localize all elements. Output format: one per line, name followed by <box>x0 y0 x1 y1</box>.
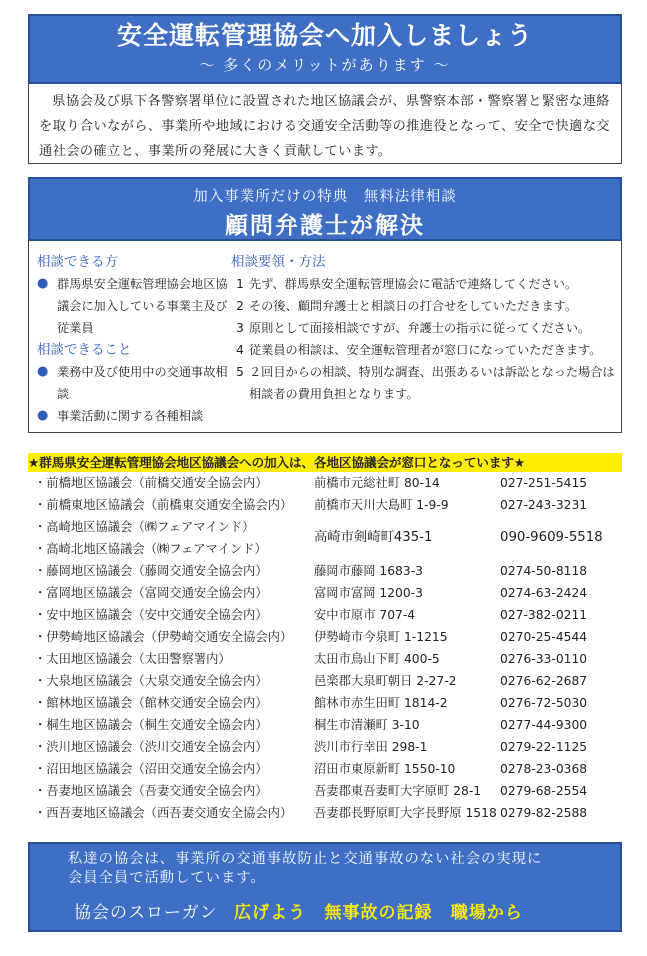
council-phone: 0276-72-5030 <box>500 696 588 710</box>
main-subtitle: ～ 多くのメリットがあります ～ <box>199 56 451 74</box>
method-text: 先ず、群馬県安全運転管理協会に電話で連絡してください。 <box>249 277 578 291</box>
what-item <box>37 361 229 405</box>
council-address: 高崎市剣崎町435-1 <box>314 530 433 545</box>
council-name: ・太田地区協議会（太田警察署内） <box>34 652 231 666</box>
takasaki-shared-contact <box>28 527 622 549</box>
council-address: 太田市鳥山下町 400-5 <box>314 652 440 666</box>
table-row <box>28 758 622 780</box>
council-address: 富岡市富岡 1200-3 <box>314 586 423 600</box>
council-name: ・富岡地区協議会（富岡交通安全協会内） <box>34 586 268 600</box>
council-address: 吾妻郡東吾妻町大字原町 28-1 <box>314 784 482 798</box>
council-address: 藤岡市藤岡 1683-3 <box>314 564 423 578</box>
method-item <box>231 361 621 405</box>
table-row <box>28 692 622 714</box>
table-row <box>28 780 622 802</box>
table-row <box>28 670 622 692</box>
council-name: ・桐生地区協議会（桐生交通安全協会内） <box>34 718 268 732</box>
bullet-icon: ● <box>37 276 49 291</box>
table-row <box>28 714 622 736</box>
what-heading: 相談できること <box>37 342 132 358</box>
council-name: ・大泉地区協議会（大泉交通安全協会内） <box>34 674 268 688</box>
slogan-part: 無事故の記録 <box>324 903 433 923</box>
council-phone: 0276-62-2687 <box>500 674 588 688</box>
council-name: ・沼田地区協議会（沼田交通安全協会内） <box>34 762 268 776</box>
council-address: 桐生市清瀬町 3-10 <box>314 718 420 732</box>
legal-header <box>28 177 622 241</box>
council-name: ・安中地区協議会（安中交通安全協会内） <box>34 608 268 622</box>
council-phone: 0279-82-2588 <box>500 806 588 820</box>
slogan-label: 協会のスローガン <box>74 903 218 923</box>
council-address: 前橋市天川大島町 1-9-9 <box>314 498 449 512</box>
council-name: ・吾妻地区協議会（吾妻交通安全協会内） <box>34 784 268 798</box>
bullet-icon: ● <box>37 408 49 423</box>
table-row <box>28 604 622 626</box>
council-name: ・西吾妻地区協議会（西吾妻交通安全協会内） <box>34 806 293 820</box>
main-header <box>28 14 622 84</box>
council-phone: 0274-50-8118 <box>500 564 588 578</box>
main-title: 安全運転管理協会へ加入しましょう <box>116 21 533 50</box>
method-item <box>231 273 621 295</box>
what-item-text: 業務中及び使用中の交通事故相談 <box>57 365 228 401</box>
footer-message <box>68 850 542 888</box>
table-row <box>28 560 622 582</box>
what-item <box>37 405 229 427</box>
method-item <box>231 339 621 361</box>
method-item <box>231 317 621 339</box>
council-phone: 0278-23-0368 <box>500 762 588 776</box>
method-number: 5 <box>236 365 244 379</box>
table-row <box>28 472 622 494</box>
council-address: 安中市原市 707-4 <box>314 608 416 622</box>
council-address: 館林市赤生田町 1814-2 <box>314 696 448 710</box>
legal-body <box>28 241 622 433</box>
council-phone: 0274-63-2424 <box>500 586 588 600</box>
method-number: 1 <box>236 277 244 291</box>
method-text: その後、顧問弁護士と相談日の打合せをしていただきます。 <box>249 299 578 313</box>
council-name: ・前橋地区協議会（前橋交通安全協会内） <box>34 476 268 490</box>
legal-left-column <box>37 251 229 427</box>
council-phone: 027-382-0211 <box>500 608 588 622</box>
legal-right-column <box>231 251 621 405</box>
slogan-part: 広げよう <box>234 903 307 923</box>
council-name: ・渋川地区協議会（渋川交通安全協会内） <box>34 740 268 754</box>
footer <box>28 842 622 932</box>
bullet-icon: ● <box>37 364 49 379</box>
who-item <box>37 273 229 339</box>
legal-title: 顧問弁護士が解決 <box>225 213 425 239</box>
method-heading: 相談要領・方法 <box>231 254 326 270</box>
council-phone: 090-9609-5518 <box>500 530 603 545</box>
council-address: 前橋市元総社町 80-14 <box>314 476 440 490</box>
council-name: ・藤岡地区協議会（藤岡交通安全協会内） <box>34 564 268 578</box>
table-row <box>28 626 622 648</box>
council-name: ・高崎北地区協議会（㈱フェアマインド） <box>34 542 267 556</box>
slogan <box>74 898 523 923</box>
method-number: 4 <box>236 343 244 357</box>
council-phone: 0279-22-1125 <box>500 740 588 754</box>
council-name: ・館林地区協議会（館林交通安全協会内） <box>34 696 268 710</box>
council-address: 邑楽郡大泉町朝日 2-27-2 <box>314 674 457 688</box>
method-number: 3 <box>236 321 244 335</box>
council-phone: 0277-44-9300 <box>500 718 588 732</box>
council-address: 渋川市行幸田 298-1 <box>314 740 428 754</box>
method-item <box>231 295 621 317</box>
council-name: ・伊勢崎地区協議会（伊勢崎交通安全協会内） <box>34 630 293 644</box>
method-number: 2 <box>236 299 244 313</box>
council-name: ・高崎地区協議会（㈱フェアマインド） <box>34 520 255 534</box>
council-address: 伊勢崎市今泉町 1-1215 <box>314 630 448 644</box>
council-phone: 027-251-5415 <box>500 476 588 490</box>
council-address: 吾妻郡長野原町大字長野原 1518 <box>314 806 497 820</box>
council-phone: 0279-68-2554 <box>500 784 588 798</box>
what-item-text: 事業活動に関する各種相談 <box>57 409 204 423</box>
table-row <box>28 494 622 516</box>
legal-subtitle: 加入事業所だけの特典 無料法律相談 <box>193 189 457 205</box>
footer-line-1: 私達の協会は、事業所の交通事故防止と交通事故のない社会の実現に <box>68 851 543 867</box>
table-row <box>28 648 622 670</box>
directory-banner: ★群馬県安全運転管理協会地区協議会への加入は、各地区協議会が窓口となっています★ <box>28 453 622 472</box>
council-phone: 0276-33-0110 <box>500 652 588 666</box>
table-row <box>28 736 622 758</box>
council-phone: 0270-25-4544 <box>500 630 588 644</box>
council-name: ・前橋東地区協議会（前橋東交通安全協会内） <box>34 498 293 512</box>
footer-line-2: 会員全員で活動しています。 <box>68 870 266 886</box>
who-item-text: 群馬県安全運転管理協会地区協議会に加入している事業主及び従業員 <box>57 277 228 335</box>
council-phone: 027-243-3231 <box>500 498 588 512</box>
who-heading: 相談できる方 <box>37 254 118 270</box>
intro-paragraph: 県協会及び県下各警察署単位に設置された地区協議会が、県警察本部・警察署と緊密な連絡を取り合いながら、事業所や地域における交通安全活動等の推進役となって、安全で快適な交通社会の確立と、事業所の発展に大きく貢献しています。 <box>28 84 622 164</box>
slogan-part: 職場から <box>450 903 523 923</box>
method-text: 従業員の相談は、安全運転管理者が窓口になっていただきます。 <box>249 343 602 357</box>
table-row <box>28 582 622 604</box>
table-row <box>28 802 622 824</box>
method-text: 原則として面接相談ですが、弁護士の指示に従ってください。 <box>249 321 591 335</box>
method-text: ２回目からの相談、特別な調査、出張あるいは訴訟となった場合は相談者の費用負担となります。 <box>249 365 615 401</box>
council-address: 沼田市東原新町 1550-10 <box>314 762 456 776</box>
